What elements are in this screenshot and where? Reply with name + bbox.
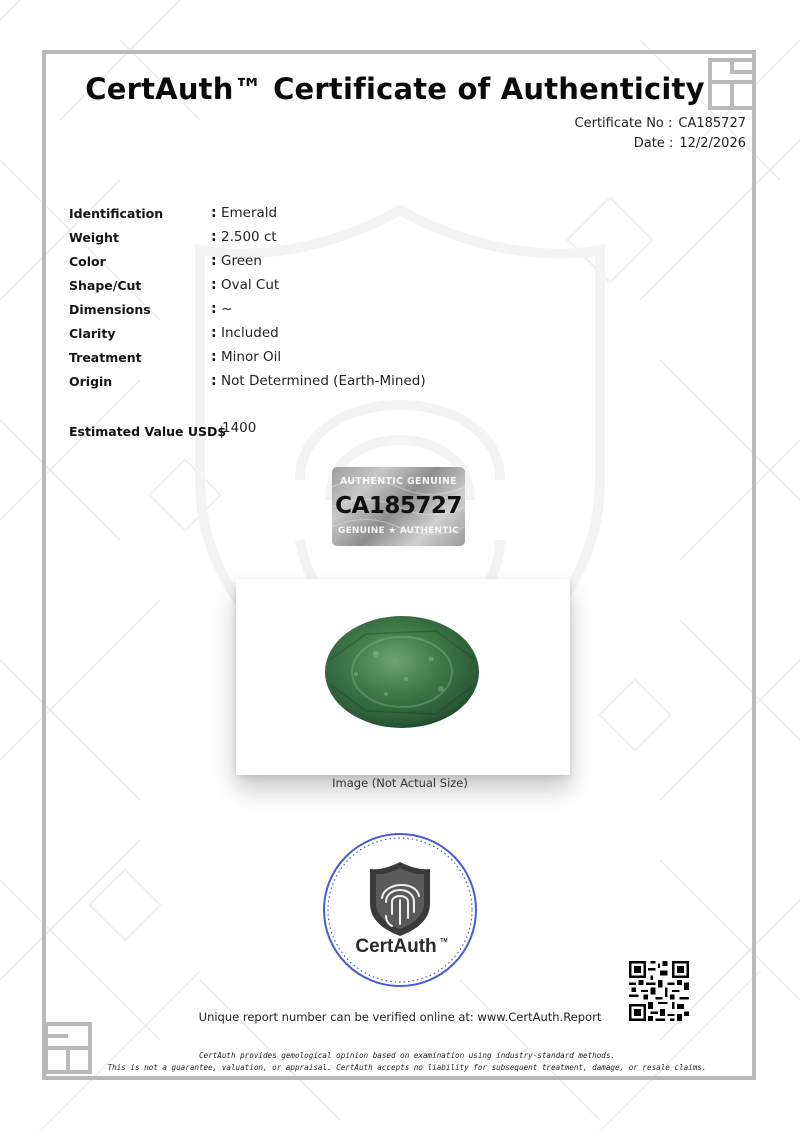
disclaimer-line-2: This is not a guarantee, valuation, or appraisal. CertAuth accepts no liability for subsequent treatment, damage, or resale claims. — [107, 1063, 707, 1072]
detail-value: ~ — [221, 301, 233, 317]
certificate-date-line — [575, 134, 746, 154]
detail-label: Shape/Cut — [69, 278, 142, 293]
image-caption: Image (Not Actual Size) — [332, 776, 468, 790]
detail-label: Color — [69, 254, 106, 269]
certauth-seal — [322, 832, 478, 988]
detail-separator: : — [211, 349, 217, 365]
detail-value: Not Determined (Earth-Mined) — [221, 373, 426, 389]
detail-separator: : — [211, 277, 217, 293]
certificate-meta — [575, 114, 746, 154]
detail-label: Weight — [69, 230, 119, 245]
hologram-number: CA185727 — [335, 493, 462, 519]
detail-value: Oval Cut — [221, 277, 280, 293]
certificate-number-line — [575, 114, 746, 134]
detail-value: Emerald — [221, 205, 278, 221]
detail-label: Dimensions — [69, 302, 151, 317]
detail-label: Identification — [69, 206, 164, 221]
detail-label: Origin — [69, 374, 113, 389]
gem-photo — [236, 579, 570, 775]
detail-separator: : — [211, 205, 217, 221]
detail-value: Included — [221, 325, 279, 341]
certificate-date: 12/2/2026 — [679, 136, 746, 151]
disclaimer — [0, 1050, 800, 1074]
detail-value: Green — [221, 253, 262, 269]
estimated-value-label: Estimated Value USD$ — [69, 424, 227, 439]
detail-value: 2.500 ct — [221, 229, 277, 245]
certificate-number-label: Certificate No : — [574, 116, 673, 131]
seal-brand-text: CertAuth — [355, 936, 437, 957]
disclaimer-line-1: CertAuth provides gemological opinion based on examination using industry-standard methods. — [198, 1051, 616, 1060]
emerald-image — [236, 579, 570, 775]
detail-label: Clarity — [69, 326, 116, 341]
hologram-top-text: AUTHENTIC GENUINE — [340, 476, 457, 487]
detail-label: Treatment — [69, 350, 142, 365]
verification-text: Unique report number can be verified online at: www.CertAuth.Report — [198, 1010, 602, 1024]
certificate-number: CA185727 — [678, 116, 746, 131]
hologram-sticker — [332, 467, 465, 546]
detail-separator: : — [211, 301, 217, 317]
hologram-bottom-text: GENUINE ★ AUTHENTIC — [338, 526, 459, 536]
detail-separator: : — [211, 229, 217, 245]
detail-separator: : — [211, 373, 217, 389]
seal-tm-text: TM — [440, 938, 448, 944]
certificate-title: CertAuth™ Certificate of Authenticity — [85, 72, 705, 106]
date-label: Date : — [633, 136, 674, 151]
detail-separator: : — [211, 325, 217, 341]
detail-separator: : — [211, 253, 217, 269]
detail-value: Minor Oil — [221, 349, 282, 365]
estimated-value-amount: 1400 — [222, 420, 257, 436]
